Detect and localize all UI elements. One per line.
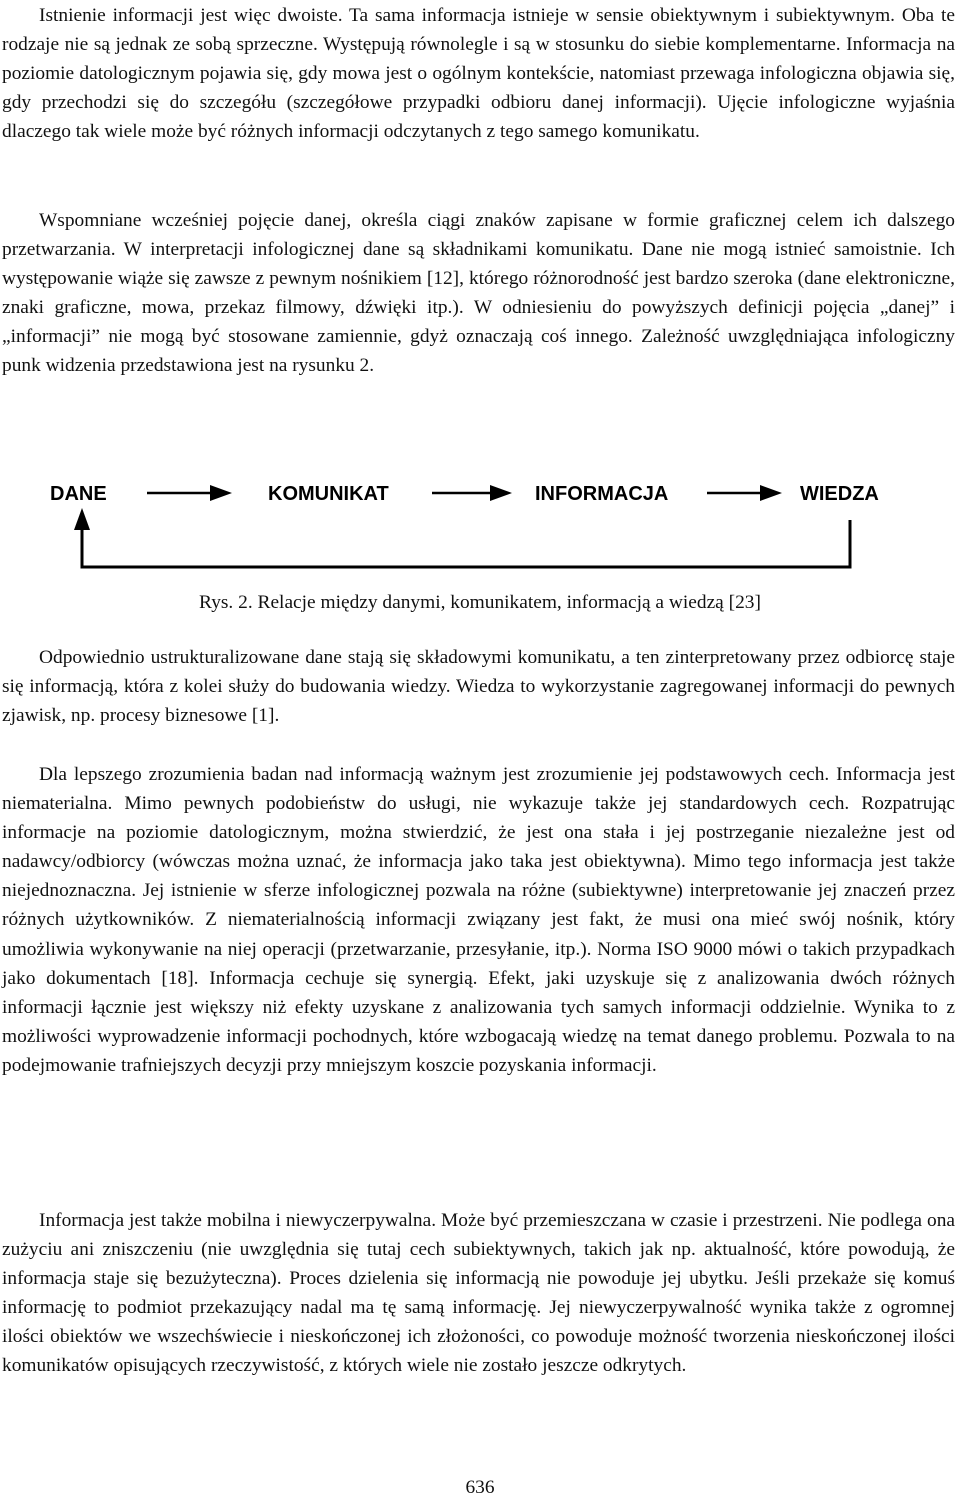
node-wiedza: WIEDZA — [800, 483, 879, 505]
page-number: 636 — [465, 1477, 495, 1498]
figure-caption: Rys. 2. Relacje między danymi, komunikatem, informacją a wiedzą [23] — [199, 592, 761, 613]
node-informacja: INFORMACJA — [535, 483, 669, 505]
arrow-komunikat-informacja — [432, 485, 512, 501]
node-dane: DANE — [50, 483, 107, 505]
arrow-dane-komunikat — [147, 485, 232, 501]
relation-diagram — [0, 470, 960, 575]
paragraph-4: Dla lepszego zrozumienia badan nad informacją ważnym jest zrozumienie jej podstawowych cech. Informacja jest niematerialna. Mimo pewnych podobieństw do usługi, nie wykazuje także jej standardowych cech. Rozpatrując informacje na poziomie datologicznym, można stwierdzić, że jest ona stała i jej postrzeganie niezależne jest od nadawcy/odbiorcy (wówczas można uznać, że informacja jako taka jest obiektywna). Mimo tego informacja jest także niejednoznaczna. Jej istnienie w sferze infologicznej pozwala na różne (subiektywne) interpretowanie jej znaczeń przez różnych użytkowników. Z niematerialnością informacji związany jest fakt, że musi ona mieć swój nośnik, który umożliwia wykonywanie na niej operacji (przetwarzanie, przesyłanie, itp.). Norma ISO 9000 mówi o takich przypadkach jako dokumentach [18]. Informacja cechuje się synergią. Efekt, jaki uzyskuje się z analizowania dwóch różnych informacji łącznie jest większy niż efekty uzyskane z analizowania tych samych informacji oddzielnie. Wynika to z możliwości wyprowadzenie informacji pochodnych, które wzbogacają wiedzę na temat danego problemu. Pozwala to na podejmowanie trafniejszych decyzji przy mniejszym koszcie pozyskania informacji. — [2, 764, 955, 1076]
arrow-informacja-wiedza — [707, 485, 782, 501]
node-komunikat: KOMUNIKAT — [268, 483, 389, 505]
paragraph-5: Informacja jest także mobilna i niewyczerpywalna. Może być przemieszczana w czasie i przestrzeni. Nie podlega ona zużyciu ani zniszczeniu (nie uwzględnia się tutaj cech subiektywnych, takich jak np. aktualność, które powodują, że informacja staje się bezużyteczna). Proces dzielenia się informacją nie powoduje jej ubytku. Jeśli przekaże się komuś informację to podmiot przekazujący nadal ma tę samą informację. Jej niewyczerpywalność wynika także z ogromnej ilości obiektów we wszechświecie i nieskończonej ich złożoności, co powoduje możność tworzenia nieskończonej ilości komunikatów opisujących rzeczywistość, z których wiele nie zostało jeszcze odkrytych. — [2, 1210, 955, 1377]
paragraph-1: Istnienie informacji jest więc dwoiste. Ta sama informacja istnieje w sensie obiektywnym i subiektywnym. Oba te rodzaje nie są jednak ze sobą sprzeczne. Występują równolegle i są w stosunku do siebie komplementarne. Informacja na poziomie datologicznym pojawia się, gdy mowa jest o ogólnym kontekście, natomiast przewaga infologiczna objawia się, gdy przechodzi się do szczegółu (szczegółowe przypadki odbioru danej informacji). Ujęcie infologiczne wyjaśnia dlaczego tak wiele może być różnych informacji odczytanych z tego samego komunikatu. — [2, 5, 955, 143]
paragraph-3: Odpowiednio ustrukturalizowane dane stają się składowymi komunikatu, a ten zinterpretowany przez odbiorcę staje się informacją, która z kolei służy do budowania wiedzy. Wiedza to wykorzystanie zagregowanej informacji do pewnych zjawisk, np. procesy biznesowe [1]. — [2, 647, 955, 727]
paragraph-2: Wspomniane wcześniej pojęcie danej, określa ciągi znaków zapisane w formie graficznej celem ich dalszego przetwarzania. W interpretacji infologicznej dane są składnikami komunikatu. Dane nie mogą istnieć samoistnie. Ich występowanie wiąże się zawsze z pewnym nośnikiem [12], którego różnorodność jest bardzo szeroka (dane elektroniczne, znaki graficzne, mowa, przekaz filmowy, dźwięki itp.). W odniesieniu do powyższych definicji pojęcia „danej” i „informacji” nie mogą być stosowane zamiennie, gdyż oznaczają coś innego. Zależność uwzględniająca infologiczny punk widzenia przedstawiona jest na rysunku 2. — [2, 210, 955, 377]
feedback-arrow-wiedza-dane — [74, 508, 850, 567]
